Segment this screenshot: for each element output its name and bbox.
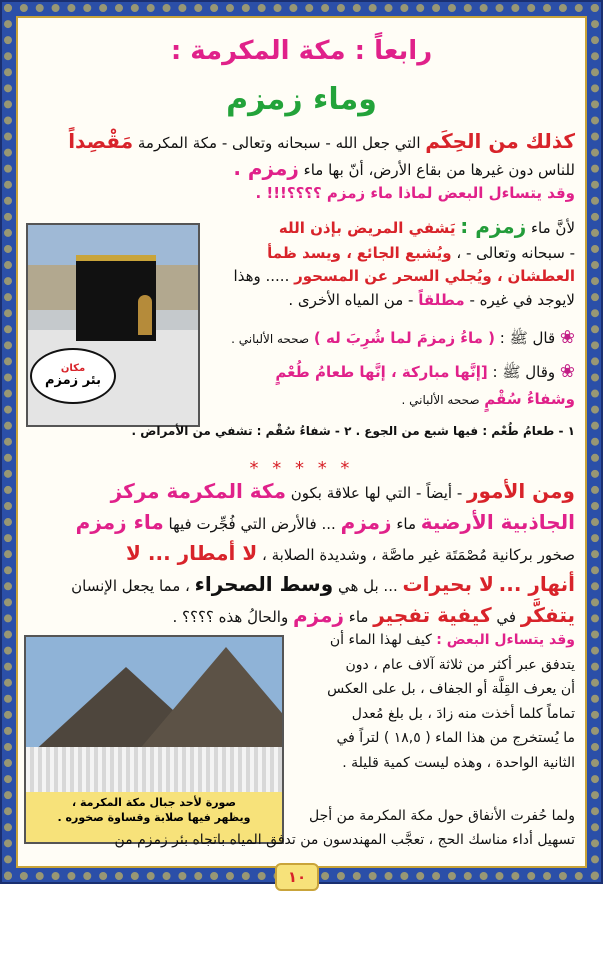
intro-lead: كذلك من الحِكَم bbox=[425, 129, 575, 153]
footnotes: ١ - طعامُ طُعْم : فيها شبع من الجوع . ٢ - شفاءُ سُقْم : تشفي من الأمراض . bbox=[131, 424, 575, 438]
page-number: ١٠ bbox=[275, 863, 319, 891]
zamzam-well-badge: مكان بئر زمزم bbox=[30, 348, 116, 404]
intro-rest: التي جعل الله - سبحانه وتعالى - مكة المكرمة bbox=[137, 134, 421, 152]
things-paragraph: ومن الأمور - أيضاً - التي لها علاقة بكون مكة المكرمة مركز الجاذبية الأرضية ماء زمزم ... فالأرض التي فُجِّرت فيها ماء زمزم صخور بركانية مُصْمَتَة غير ماصَّة ، وشديدة الصلابة ، لا أمطار ... لا أنهار ... لا بحيرات ... بل هي وسط الصحراء ، مما يجعل الإنسان يتفكَّر في كيفية تفجير ماء زمزم والحالُ هذه ؟؟؟؟ . bbox=[71, 479, 575, 627]
hadith-1: ❀ قال ﷺ : ( ماءُ زمزمَ لما شُرِبَ له ) صححه الألباني . bbox=[231, 327, 575, 348]
question-line: وقد يتساءل البعض لماذا ماء زمزم ؟؟؟؟!!! . bbox=[255, 184, 575, 202]
because-paragraph: لأنَّ ماء زمزم : يَشفي المريض بإذن الله - سبحانه وتعالى - ، ويُشبع الجائع ، ويسد ظمأ العطشان ، ويُجلي السحر عن المسحور ..... وهذا لايوجد في غيره - مطلقاً - من المياه الأخرى . bbox=[233, 214, 575, 309]
intro-zamzam: زمزم . bbox=[233, 156, 299, 180]
separator-stars: * * * * * bbox=[249, 458, 354, 479]
closing-paragraph: ولما حُفرت الأنفاق حول مكة المكرمة من أجل تسهيل أداء مناسك الحج ، تعجَّب المهندسون من تدفق المياه باتجاه بئر زمزم من bbox=[114, 808, 575, 848]
page-content bbox=[16, 16, 587, 868]
flower-icon: ❀ bbox=[559, 327, 575, 348]
flower-icon: ❀ bbox=[559, 361, 575, 382]
intro-paragraph bbox=[28, 128, 575, 182]
section-subtitle: وماء زمزم bbox=[226, 82, 377, 117]
section-title: رابعاً : مكة المكرمة : bbox=[170, 36, 433, 66]
intro-goal: مَقْصِداً bbox=[68, 129, 134, 153]
photo-caption: صورة لأحد جبال مكة المكرمة ، ويظهر فيها صلابة وقساوة صخوره . bbox=[26, 792, 282, 842]
second-paragraph: وقد يتساءل البعض : كيف لهذا الماء أن يتدفق عبر أكثر من ثلاثة آلاف عام ، دون أن يعرف القِلَّة أو الجفاف ، بل على العكس تماماً كلما أخذت منه زادَ ، بل بلغ مُعدل ما يُستخرج من هذا الماء ( ١٨,٥ ) لتراً في الثانية الواحدة ، وهذه ليست كمية قليلة . bbox=[327, 632, 575, 771]
hadith-2: ❀ وقال ﷺ : [إنَّها مباركة ، إنَّها طعامُ طُعْمٍ وشفاءُ سُقْمٍ صححه الألباني . bbox=[275, 361, 575, 408]
intro-line2: للناس دون غيرها من بقاع الأرض، أنّ بها ماء bbox=[303, 161, 575, 179]
